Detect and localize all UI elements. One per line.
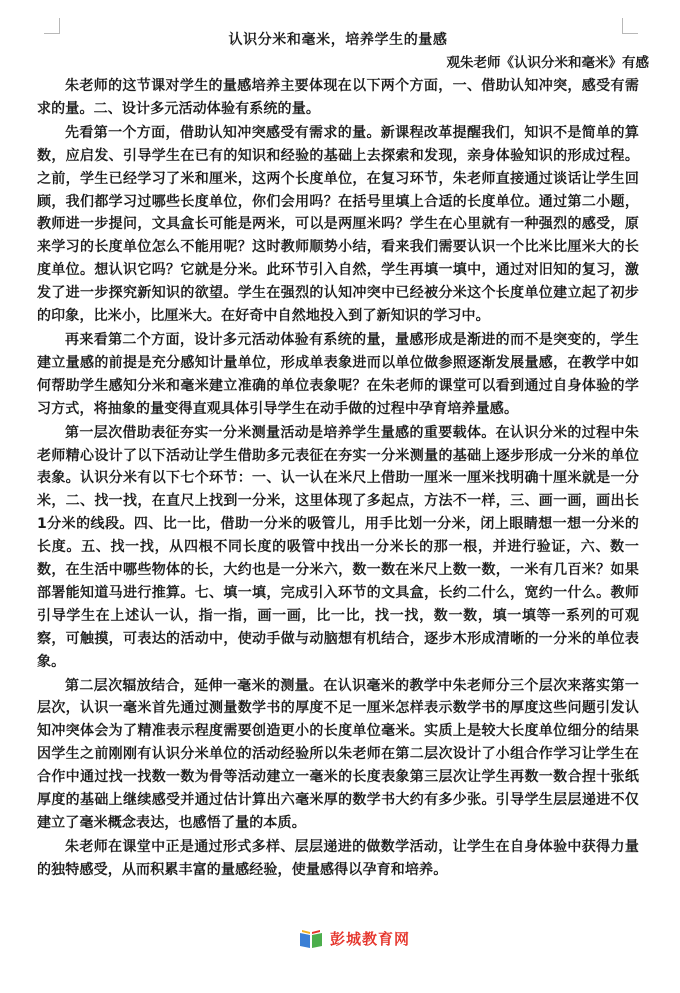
paragraph-second-aspect: 再来看第二个方面，设计多元活动体验有系统的量，量感形成是渐进的而不是突变的，学生建立量感的前提是充分感知计量单位，形成单表象进而以单位做参照逐渐发展量感，在教学中如何帮助学生感知分米和毫米建立准确的单位表象呢？在朱老师的课堂可以看到通过自身体验的学习方式，将抽象的量变得直观具体引导学生在动手做的过程中孕育培养量感。 — [37, 331, 639, 417]
open-book-icon — [298, 927, 324, 949]
paragraph-level-one: 第一层次借助表征夯实一分米测量活动是培养学生量感的重要载体。在认识分米的过程中朱老师精心设计了以下活动让学生借助多元表征在夯实一分米测量的基础上逐步形成一分米的单位表象。认识分米有以下七个环节：一、认一认在米尺上借助一厘米一厘米找明确十厘米就是一分米，二、找一找，在直尺上找到一分米，这里体现了多起点，方法不一样，三、画一画，画出长1分米的线段。四、比一比，借助一分米的吸管儿，用手比划一分米，闭上眼睛想一想一分米的长度。五、找一找，从四根不同长度的吸管中找出一分米长的那一根，并进行验证，六、数一数，在生活中哪些物体的长，大约也是一分米六，数一数在米尺上数一数，一米有几百米？如果部署能知道马进行推算。七、填一填，完成引入环节的文具盒，长约二什么，宽约一什么。教师引导学生在上述认一认，指一指，画一画，比一比，找一找，数一数，填一填等一系列的可观察，可触摸，可表达的活动中，使动手做与动脑想有机结合，逐步木形成清晰的一分米的单位表象。 — [37, 424, 639, 670]
paragraph-intro: 朱老师的这节课对学生的量感培养主要体现在以下两个方面，一、借助认知冲突，感受有需求的量。二、设计多元活动体验有系统的量。 — [37, 78, 639, 117]
document-title: 认识分米和毫米，培养学生的量感 — [228, 32, 448, 48]
paragraph-first-aspect: 先看第一个方面，借助认知冲突感受有需求的量。新课程改革提醒我们，知识不是简单的算数，应启发、引导学生在已有的知识和经验的基础上去探索和发现，亲身体验知识的形成过程。之前，学生已经学习了米和厘米，这两个长度单位，在复习环节，朱老师直接通过谈话让学生回顾，我们都学习过哪些长度单位，你们会用吗？在括号里填上合适的长度单位。通过第二小题，教师进一步提问，文具盒长可能是两米，可以是两厘米吗？学生在心里就有一种强烈的感受，原来学习的长度单位怎么不能用呢？这时教师顺势小结，看来我们需要认识一个比米比厘米大的长度单位。想认识它吗？它就是分米。此环节引入自然，学生再填一填中，通过对旧知的复习，激发了进一步探究新知识的欲望。学生在强烈的认知冲突中已经被分米这个长度单位建立起了初步的印象，比米小，比厘米大。在好奇中自然地投入到了新知识的学习中。 — [37, 124, 639, 325]
document-body — [37, 30, 649, 883]
watermark-text: 彭城教育网 — [330, 929, 411, 948]
document-subtitle: 观朱老师《认识分米和毫米》有感 — [446, 55, 649, 71]
watermark-logo — [298, 926, 410, 950]
paragraph-level-two: 第二层次辐放结合，延伸一毫米的测量。在认识毫米的教学中朱老师分三个层次来落实第一层次，认识一毫米首先通过测量数学书的厚度不足一厘米怎样表示数学书的厚度这些问题引发认知冲突体会为了精准表示程度需要创造更小的长度单位毫米。实质上是较大长度单位细分的结果因学生之前刚刚有认识分米单位的活动经验所以朱老师在第二层次设计了小组合作学习让学生在合作中通过找一找数一数为骨等活动建立一毫米的长度表象第三层次让学生再数一数合捏十张纸厚度的基础上继续感受并通过估计算出六毫米厚的数学书大约有多少张。引导学生层层递进不仅建立了毫米概念表达，也感悟了量的本质。 — [37, 677, 639, 831]
paragraph-conclusion: 朱老师在课堂中正是通过形式多样、层层递进的做数学活动，让学生在自身体验中获得力量的独特感受，从而积累丰富的量感经验，使量感得以孕育和培养。 — [37, 838, 639, 878]
